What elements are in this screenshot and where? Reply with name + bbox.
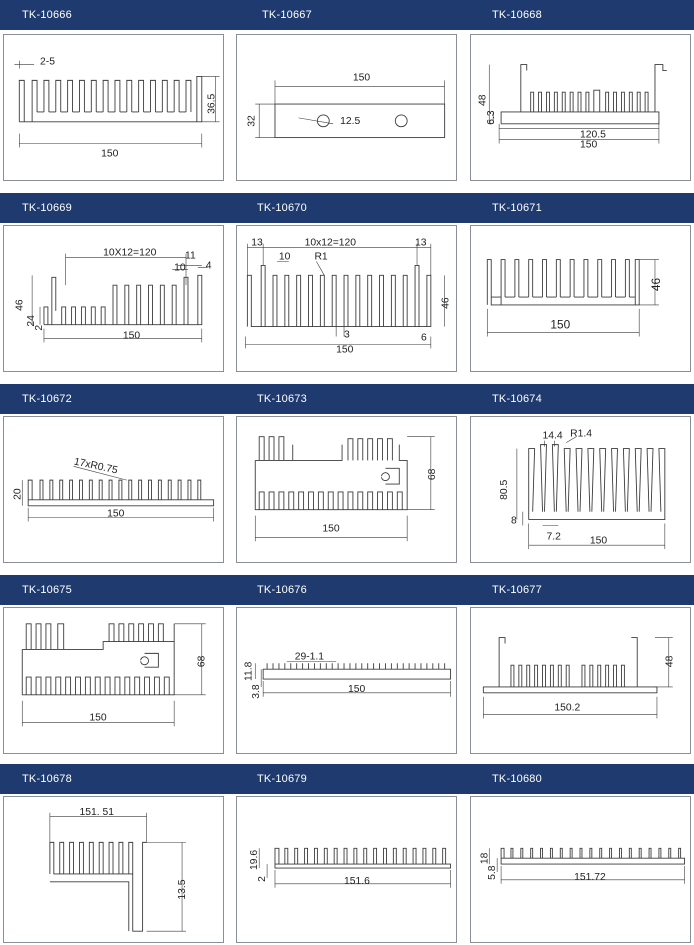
- dim-pitch: 29-1.1: [294, 651, 325, 663]
- fins: [511, 665, 624, 687]
- fins: [285, 848, 446, 864]
- dim-gap: 3: [344, 329, 350, 341]
- dimension-lines: [50, 813, 189, 931]
- model-title: TK-10678: [22, 773, 72, 785]
- dim-total-height: 48: [477, 94, 489, 107]
- dim-hole: 12.5: [340, 115, 361, 127]
- dim-height: 46: [648, 277, 663, 292]
- dim-width: 150: [352, 72, 371, 84]
- heatsink-profile-drawing: [4, 797, 223, 942]
- dim-right: 13: [415, 237, 427, 249]
- profile-outline: [529, 449, 665, 520]
- mount-slot: [382, 468, 400, 484]
- dim-width: 150: [550, 317, 571, 332]
- drawing-panel-tk10677: [470, 607, 691, 754]
- dim-width: 150: [336, 344, 354, 356]
- heatsink-profile-drawing: [4, 417, 223, 562]
- fins: [491, 260, 635, 305]
- fins: [60, 842, 133, 874]
- dim-width: 150: [107, 508, 125, 520]
- drawing-panel-tk10680: [470, 796, 691, 943]
- profile-outline: [22, 624, 174, 695]
- dim-base-height: 2: [257, 876, 269, 882]
- profile-outline: [255, 445, 407, 510]
- fins-top: [26, 624, 163, 650]
- dim-height: 36.5: [206, 93, 218, 114]
- dim-width: 150: [347, 683, 366, 695]
- dim-pitch: 10: [278, 251, 291, 263]
- dim-width: 151.6: [344, 875, 370, 887]
- mount-slot: [141, 653, 159, 667]
- model-title: TK-10679: [257, 773, 307, 785]
- heatsink-profile-drawing: [471, 35, 690, 180]
- profile-outline: [50, 842, 147, 931]
- dim-width: 150.2: [554, 702, 581, 714]
- dim-b-height: 2: [33, 324, 45, 331]
- dim-top: 151. 51: [79, 806, 114, 818]
- dim-width: 150: [122, 330, 141, 342]
- dimension-lines: [255, 80, 444, 137]
- dimension-lines: [489, 65, 659, 144]
- row-header-band: [0, 193, 694, 223]
- dim-radius: R1.4: [570, 428, 593, 440]
- dim-total-width: 150: [580, 139, 598, 151]
- profile-outline: [263, 669, 450, 679]
- profile-outline: [501, 65, 667, 124]
- drawing-panel-tk10676: [236, 607, 457, 754]
- dim-w2: 10: [174, 262, 186, 274]
- model-title: TK-10676: [257, 584, 307, 596]
- dimension-lines: [517, 437, 665, 549]
- dim-height: 20: [12, 488, 24, 500]
- profile-outline: [501, 848, 684, 864]
- model-title: TK-10680: [492, 773, 542, 785]
- dim-radius: 17xR0.75: [72, 456, 119, 477]
- dim-base: 6: [420, 332, 427, 344]
- fins: [62, 277, 188, 324]
- heatsink-profile-drawing: [4, 608, 223, 753]
- dim-height: 32: [246, 115, 258, 127]
- drawing-panel-tk10666: [3, 34, 224, 181]
- dim-base-height: 6.3: [486, 110, 498, 125]
- drawing-panel-tk10668: [470, 34, 691, 181]
- dim-height: 68: [196, 655, 208, 668]
- dim-gap: 7.2: [546, 531, 561, 543]
- dim-width: 151.72: [574, 871, 606, 883]
- dim-width: 150: [89, 712, 107, 724]
- dim-total-height: 46: [14, 299, 26, 311]
- dimension-lines: [255, 437, 435, 542]
- fins-top: [259, 437, 392, 461]
- dim-w1: 11: [185, 250, 196, 262]
- drawing-panel-tk10675: [3, 607, 224, 754]
- dim-height: 48: [664, 655, 676, 668]
- dim-width: 150: [101, 148, 119, 160]
- fins-bottom: [259, 492, 402, 510]
- model-title: TK-10672: [22, 393, 72, 405]
- model-title: TK-10673: [257, 393, 307, 405]
- row-header-band: [0, 764, 694, 794]
- dim-height: 80.5: [499, 479, 511, 500]
- dim-width: 150: [589, 535, 608, 547]
- dim-total-height: 18: [479, 852, 491, 865]
- heatsink-profile-drawing: [237, 797, 456, 942]
- drawing-panel-tk10669: [3, 225, 224, 372]
- heatsink-profile-drawing: [237, 35, 456, 180]
- model-title: TK-10666: [22, 9, 72, 21]
- row-header-band: [0, 575, 694, 605]
- model-title: TK-10668: [492, 9, 542, 21]
- fins: [40, 480, 201, 500]
- profile-outline: [483, 638, 657, 693]
- fins: [32, 80, 191, 121]
- drawing-panel-tk10674: [470, 416, 691, 563]
- profile-outline: [487, 260, 639, 305]
- dim-width: 150: [322, 523, 340, 535]
- dim-height: 13.5: [177, 879, 189, 900]
- dim-base-height: 5.8: [487, 865, 499, 880]
- heatsink-profile-drawing: [237, 226, 456, 371]
- dim-span: 10x12=120: [304, 237, 357, 249]
- dim-base: 8: [510, 515, 517, 527]
- dim-radius: R1: [314, 251, 328, 263]
- dim-fin: 14.4: [542, 430, 563, 442]
- fins: [541, 445, 653, 512]
- dim-w3: 4: [205, 260, 212, 272]
- model-title: TK-10670: [257, 202, 307, 214]
- model-title: TK-10674: [492, 393, 542, 405]
- heatsink-profile-drawing: [4, 35, 223, 180]
- dim-total-height: 19.6: [249, 849, 261, 870]
- dim-inner-width: 120.5: [580, 129, 606, 141]
- fins: [267, 663, 445, 669]
- heatsink-profile-drawing: [471, 797, 690, 942]
- model-title: TK-10677: [492, 584, 542, 596]
- fins: [261, 265, 419, 326]
- dim-pitch: 2-5: [40, 56, 55, 68]
- model-title: TK-10669: [22, 202, 72, 214]
- drawing-panel-tk10679: [236, 796, 457, 943]
- dimension-lines: [14, 61, 219, 148]
- row-header-band: [0, 0, 694, 30]
- heatsink-profile-drawing: [237, 608, 456, 753]
- fins: [511, 848, 681, 858]
- drawing-panel-tk10672: [3, 416, 224, 563]
- profile-outline: [44, 275, 202, 324]
- model-title: TK-10671: [492, 202, 542, 214]
- heatsink-profile-drawing: [4, 226, 223, 371]
- dim-total-height: 46: [440, 297, 452, 309]
- drawing-panel-tk10678: [3, 796, 224, 943]
- dim-left: 13: [251, 237, 263, 249]
- dim-total-height: 11.8: [243, 661, 255, 681]
- drawing-panel-tk10673: [236, 416, 457, 563]
- dim-a-height: 24: [26, 315, 38, 327]
- dimension-lines: [487, 260, 659, 337]
- heatsink-profile-drawing: [237, 417, 456, 562]
- model-title: TK-10675: [22, 584, 72, 596]
- mount-hole: [395, 115, 407, 127]
- drawing-panel-tk10670: [236, 225, 457, 372]
- dim-span: 10X12=120: [103, 247, 157, 259]
- row-header-band: [0, 384, 694, 414]
- drawing-panel-tk10667: [236, 34, 457, 181]
- heatsink-profile-drawing: [471, 226, 690, 371]
- profile-outline: [28, 480, 213, 506]
- model-title: TK-10667: [262, 9, 312, 21]
- profile-outline: [275, 848, 451, 868]
- dim-base-height: 3.8: [251, 684, 263, 699]
- mount-hole: [317, 115, 329, 127]
- fins: [531, 90, 648, 112]
- drawing-panel-tk10671: [470, 225, 691, 372]
- heatsink-profile-drawing: [471, 417, 690, 562]
- fins-bottom: [26, 677, 169, 695]
- heatsink-profile-drawing: [471, 608, 690, 753]
- dim-height: 68: [426, 468, 438, 481]
